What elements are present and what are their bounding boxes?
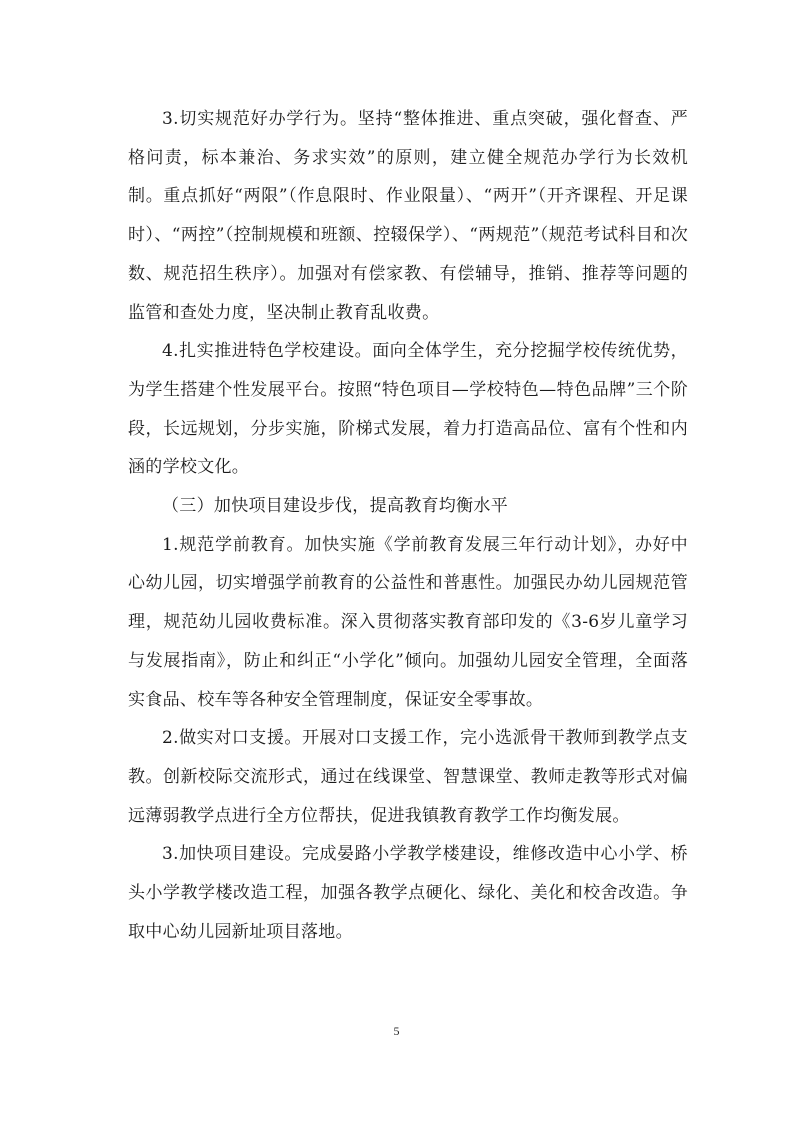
page-number: 5 [393,1024,400,1038]
paragraph-featured-schools: 4.扎实推进特色学校建设。面向全体学生，充分挖掘学校传统优势，为学生搭建个性发展平台。按照“特色项目—学校特色—特色品牌”三个阶段，长远规划，分步实施，阶梯式发展，着力打造高品位、富有个性和内涵的学校文化。 [128,341,688,478]
paragraph-paired-support: 2.做实对口支援。开展对口支援工作，完小选派骨干教师到教学点支教。创新校际交流形式，通过在线课堂、智慧课堂、教师走教等形式对偏远薄弱教学点进行全方位帮扶，促进我镇教育教学工作均衡发展。 [128,728,688,826]
paragraph-regulate-school-conduct: 3.切实规范好办学行为。坚持“整体推进、重点突破，强化督查、严格问责，标本兼治、务求实效”的原则，建立健全规范办学行为长效机制。重点抓好“两限”（作息限时、作业限量）、“两开”（开齐课程、开足课时）、“两控”（控制规模和班额、控辍保学）、“两规范”（规范考试科目和次数、规范招生秩序）。加强对有偿家教、有偿辅导，推销、推荐等问题的监管和查处力度，坚决制止教育乱收费。 [128,109,688,323]
paragraph-project-construction: 3.加快项目建设。完成晏路小学教学楼建设，维修改造中心小学、桥头小学教学楼改造工程，加强各教学点硬化、绿化、美化和校舍改造。争取中心幼儿园新址项目落地。 [128,844,688,942]
paragraph-preschool-education: 1.规范学前教育。加快实施《学前教育发展三年行动计划》，办好中心幼儿园，切实增强学前教育的公益性和普惠性。加强民办幼儿园规范管理，规范幼儿园收费标准。深入贯彻落实教育部印发的《3-6岁儿童学习与发展指南》，防止和纠正“小学化”倾向。加强幼儿园安全管理，全面落实食品、校车等各种安全管理制度，保证安全零事故。 [128,534,688,710]
document-body [128,100,688,951]
section-heading-project-construction: （三）加快项目建设步伐，提高教育均衡水平 [162,496,508,517]
